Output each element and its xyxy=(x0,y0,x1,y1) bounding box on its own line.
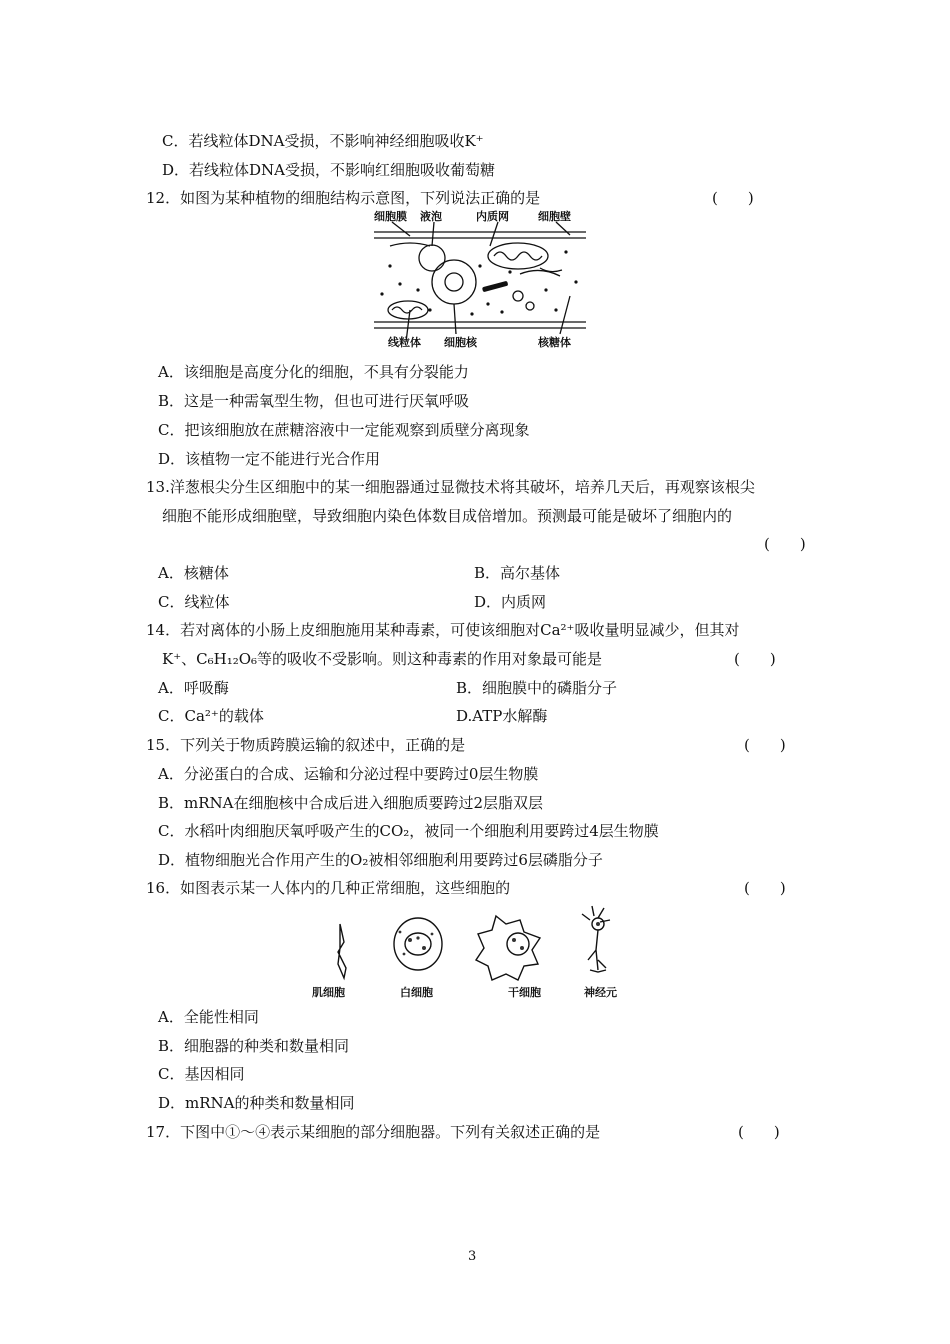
q14-option-b: B．细胞膜中的磷脂分子 xyxy=(456,679,618,697)
q15-option-a: A．分泌蛋白的合成、运输和分泌过程中要跨过0层生物膜 xyxy=(158,765,539,783)
q15-option-c: C．水稻叶肉细胞厌氧呼吸产生的CO₂，被同一个细胞利用要跨过4层生物膜 xyxy=(158,822,659,840)
q14-option-c: C．Ca²⁺的载体 xyxy=(158,707,264,725)
fig-label-ribosome: 核糖体 xyxy=(538,336,571,349)
q12-figure xyxy=(370,206,590,352)
q17-answer-paren: ( ) xyxy=(738,1123,780,1141)
fig-label-neuron: 神经元 xyxy=(584,986,617,999)
q14-stem-line2: K⁺、C₆H₁₂O₆等的吸收不受影响。则这种毒素的作用对象最可能是 xyxy=(162,650,603,668)
fig-label-cell-membrane: 细胞膜 xyxy=(374,210,407,223)
q16-answer-paren: ( ) xyxy=(744,879,786,897)
q16-figure xyxy=(300,900,630,1004)
q14-stem-line1: 14．若对离体的小肠上皮细胞施用某种毒素，可使该细胞对Ca²⁺吸收量明显减少，但其对 xyxy=(146,621,740,639)
q12-option-d: D．该植物一定不能进行光合作用 xyxy=(158,450,381,468)
q13-option-b: B．高尔基体 xyxy=(474,564,561,582)
q11-option-d: D．若线粒体DNA受损，不影响红细胞吸收葡萄糖 xyxy=(162,161,496,179)
page-number: 3 xyxy=(468,1249,477,1264)
q15-option-d: D．植物细胞光合作用产生的O₂被相邻细胞利用要跨过6层磷脂分子 xyxy=(158,851,603,869)
q13-stem-line1: 13.洋葱根尖分生区细胞中的某一细胞器通过显微技术将其破坏，培养几天后，再观察该根尖 xyxy=(146,478,755,496)
fig-label-white-blood-cell: 白细胞 xyxy=(400,986,433,999)
q12-option-b: B．这是一种需氧型生物，但也可进行厌氧呼吸 xyxy=(158,392,470,410)
q14-option-a: A．呼吸酶 xyxy=(158,679,229,697)
fig-label-muscle-cell: 肌细胞 xyxy=(312,986,345,999)
q16-option-d: D．mRNA的种类和数量相同 xyxy=(158,1094,355,1112)
fig-label-stem-cell: 干细胞 xyxy=(508,986,541,999)
fig-label-vacuole: 液泡 xyxy=(420,210,442,223)
q13-option-c: C．线粒体 xyxy=(158,593,230,611)
q12-option-a: A．该细胞是高度分化的细胞，不具有分裂能力 xyxy=(158,363,469,381)
fig-label-er: 内质网 xyxy=(476,210,509,223)
q15-answer-paren: ( ) xyxy=(744,736,786,754)
q12-option-c: C．把该细胞放在蔗糖溶液中一定能观察到质壁分离现象 xyxy=(158,421,530,439)
q17-stem: 17．下图中①～④表示某细胞的部分细胞器。下列有关叙述正确的是 xyxy=(146,1123,601,1141)
fig-label-cell-wall: 细胞壁 xyxy=(538,210,571,223)
q14-answer-paren: ( ) xyxy=(734,650,776,668)
q15-stem: 15．下列关于物质跨膜运输的叙述中，正确的是 xyxy=(146,736,466,754)
q16-option-c: C．基因相同 xyxy=(158,1065,245,1083)
q13-option-d: D．内质网 xyxy=(474,593,547,611)
q14-option-d: D.ATP水解酶 xyxy=(456,707,548,725)
q16-option-a: A．全能性相同 xyxy=(158,1008,259,1026)
plant-cell-diagram xyxy=(370,206,590,352)
human-cells-diagram xyxy=(300,900,630,1004)
q16-option-b: B．细胞器的种类和数量相同 xyxy=(158,1037,350,1055)
q13-option-a: A．核糖体 xyxy=(158,564,229,582)
q12-stem: 12．如图为某种植物的细胞结构示意图，下列说法正确的是 xyxy=(146,189,541,207)
fig-label-mitochondria: 线粒体 xyxy=(388,336,421,349)
q13-stem-line2: 细胞不能形成细胞壁，导致细胞内染色体数目成倍增加。预测最可能是破坏了细胞内的 xyxy=(162,507,733,525)
q16-stem: 16．如图表示某一人体内的几种正常细胞，这些细胞的 xyxy=(146,879,511,897)
q11-option-c: C．若线粒体DNA受损，不影响神经细胞吸收K⁺ xyxy=(162,132,484,150)
q13-answer-paren: ( ) xyxy=(764,535,806,553)
q12-answer-paren: ( ) xyxy=(712,189,754,207)
fig-label-nucleus: 细胞核 xyxy=(444,336,477,349)
q15-option-b: B．mRNA在细胞核中合成后进入细胞质要跨过2层脂双层 xyxy=(158,794,544,812)
